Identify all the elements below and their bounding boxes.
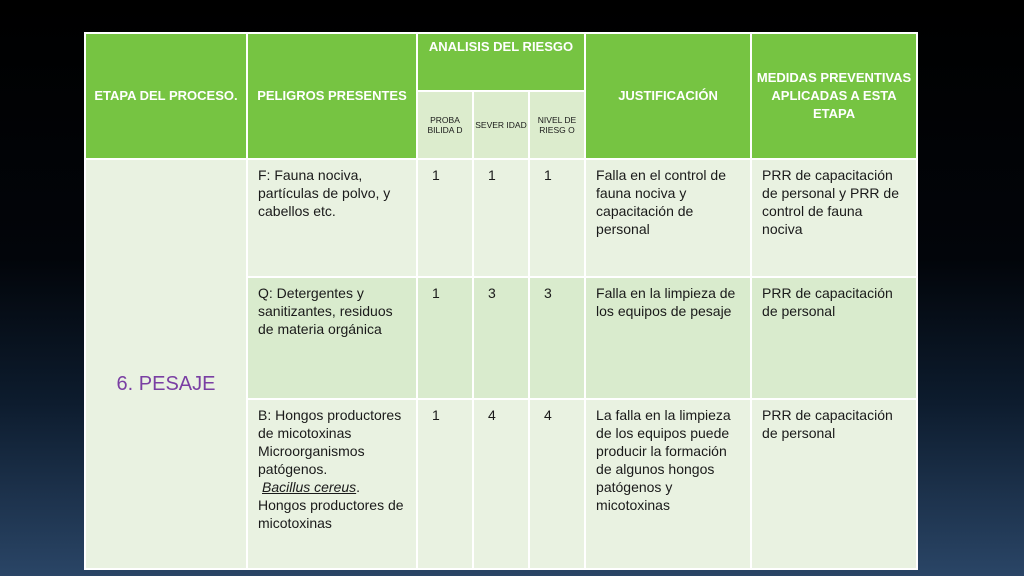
nivel-cell: 3	[529, 277, 585, 399]
nivel-cell: 4	[529, 399, 585, 569]
probabilidad-cell: 1	[417, 399, 473, 569]
header-probabilidad: PROBA BILIDA D	[417, 91, 473, 159]
peligro-cell	[247, 399, 417, 569]
probabilidad-cell: 1	[417, 277, 473, 399]
header-severidad: SEVER IDAD	[473, 91, 529, 159]
header-etapa: ETAPA DEL PROCESO.	[85, 33, 247, 159]
table-row	[85, 159, 917, 277]
severidad-cell: 1	[473, 159, 529, 277]
medidas-cell: PRR de capacitación de personal y PRR de control de fauna nociva	[751, 159, 917, 277]
header-row	[85, 33, 917, 91]
severidad-cell: 4	[473, 399, 529, 569]
peligro-cell: F: Fauna nociva, partículas de polvo, y cabellos etc.	[247, 159, 417, 277]
peligro-bacillus: Bacillus cereus	[262, 479, 357, 495]
peligro-bacillus-line: Bacillus cereus.	[262, 479, 361, 495]
medidas-cell: PRR de capacitación de personal	[751, 277, 917, 399]
peligro-cell: Q: Detergentes y sanitizantes, residuos de materia orgánica	[247, 277, 417, 399]
risk-analysis-table	[84, 32, 918, 570]
header-analisis: ANALISIS DEL RIESGO	[417, 33, 585, 91]
header-peligros: PELIGROS PRESENTES	[247, 33, 417, 159]
justificacion-cell: La falla en la limpieza de los equipos puede producir la formación de algunos hongos patógenos y micotoxinas	[585, 399, 751, 569]
peligro-text-part1: B: Hongos productores de micotoxinas Microorganismos patógenos.	[258, 407, 402, 477]
stage-label: 6. PESAJE	[85, 159, 247, 569]
header-nivel: NIVEL DE RIESG O	[529, 91, 585, 159]
justificacion-cell: Falla en el control de fauna nociva y capacitación de personal	[585, 159, 751, 277]
nivel-cell: 1	[529, 159, 585, 277]
severidad-cell: 3	[473, 277, 529, 399]
peligro-text-part2: Hongos productores de micotoxinas	[258, 497, 404, 531]
header-medidas: MEDIDAS PREVENTIVAS APLICADAS A ESTA ETAPA	[751, 33, 917, 159]
header-justificacion: JUSTIFICACIÓN	[585, 33, 751, 159]
justificacion-cell: Falla en la limpieza de los equipos de pesaje	[585, 277, 751, 399]
medidas-cell: PRR de capacitación de personal	[751, 399, 917, 569]
probabilidad-cell: 1	[417, 159, 473, 277]
